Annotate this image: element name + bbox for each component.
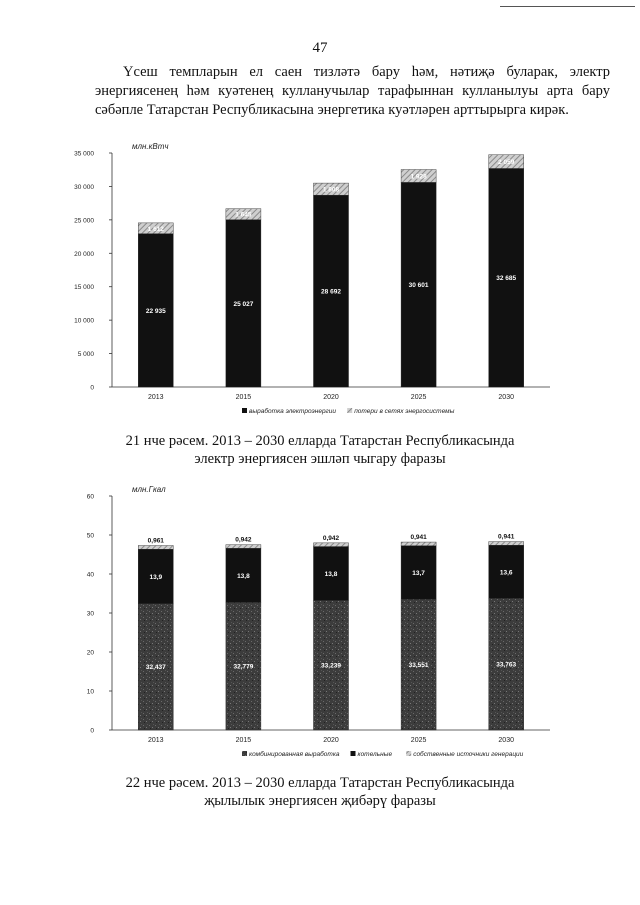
legend-swatch xyxy=(347,408,352,413)
data-label: 0,942 xyxy=(235,536,252,544)
y-tick-label: 10 000 xyxy=(74,317,94,325)
x-tick-label: 2020 xyxy=(323,394,339,401)
heat-chart xyxy=(70,478,570,763)
top-rule xyxy=(500,6,635,7)
figure-22-caption-line2: җылылык энергиясен җибәрү фаразы xyxy=(204,793,436,809)
figure-21-caption-line1: 21 нче рәсем. 2013 – 2030 елларда Татарстан Республикасында xyxy=(125,433,515,449)
data-label: 0,961 xyxy=(147,537,164,545)
x-tick-label: 2025 xyxy=(410,394,427,401)
heat-chart-svg xyxy=(70,478,570,763)
bar-segment-2 xyxy=(489,542,524,546)
data-label: 13,6 xyxy=(499,569,513,577)
bar-segment-2 xyxy=(401,542,436,546)
y-tick-label: 5 000 xyxy=(77,351,94,359)
y-tick-label: 20 000 xyxy=(74,250,94,258)
body-paragraph: Үсеш темпларын ел саен тизләтә бару һәм, нәтиҗә буларак, электр энергиясенең һәм куәтенең кулланучылар тарафыннан кулланылуы арта бару сәбәпле Татарстан Республикасына энергетика куәтләрен арттырырга кирәк. xyxy=(95,64,610,118)
data-label: 1 612 xyxy=(147,225,164,233)
y-tick-label: 35 000 xyxy=(74,150,94,158)
data-label: 13,7 xyxy=(412,569,425,577)
electricity-chart-svg xyxy=(70,135,570,420)
figure-21-caption xyxy=(0,432,640,468)
legend-swatch xyxy=(351,751,356,756)
figure-22-caption xyxy=(0,774,640,810)
data-label: 0,941 xyxy=(498,533,515,541)
legend-swatch xyxy=(242,408,247,413)
data-label: 2 059 xyxy=(498,159,515,167)
data-label: 30 601 xyxy=(408,282,429,290)
unit-label: млн.Гкал xyxy=(132,485,166,494)
bar-segment-2 xyxy=(313,543,348,547)
data-label: 33,763 xyxy=(496,661,517,669)
electricity-chart xyxy=(70,135,570,420)
y-tick-label: 30 xyxy=(86,610,94,618)
x-tick-label: 2030 xyxy=(498,394,514,401)
data-label: 33,239 xyxy=(321,662,341,670)
x-tick-label: 2020 xyxy=(323,737,339,744)
x-tick-label: 2015 xyxy=(235,737,252,744)
bar-segment-2 xyxy=(226,545,261,549)
data-label: 13,9 xyxy=(149,573,163,581)
y-tick-label: 40 xyxy=(86,571,94,579)
legend-label: выработка электроэнергии xyxy=(249,408,336,415)
x-tick-label: 2013 xyxy=(148,737,164,744)
data-label: 25 027 xyxy=(233,300,254,308)
bar-segment-2 xyxy=(138,546,173,550)
page-number: 47 xyxy=(312,40,328,56)
y-tick-label: 20 xyxy=(86,649,94,657)
data-label: 1 808 xyxy=(322,186,340,194)
data-label: 1 645 xyxy=(235,211,252,219)
legend-swatch xyxy=(406,751,411,756)
data-label: 1 928 xyxy=(410,173,427,181)
data-label: 0,942 xyxy=(322,534,340,542)
y-tick-label: 60 xyxy=(86,493,94,501)
data-label: 32,437 xyxy=(145,664,166,672)
data-label: 22 935 xyxy=(145,307,166,315)
y-tick-label: 25 000 xyxy=(74,217,94,225)
figure-21-caption-line2: электр энергиясен эшләп чыгару фаразы xyxy=(194,451,446,467)
data-label: 13,8 xyxy=(237,572,250,580)
x-tick-label: 2025 xyxy=(410,737,427,744)
x-tick-label: 2013 xyxy=(148,394,164,401)
y-tick-label: 0 xyxy=(90,384,94,392)
x-tick-label: 2030 xyxy=(498,737,514,744)
y-tick-label: 50 xyxy=(86,532,94,540)
legend-label: собственные источники генерации xyxy=(413,751,524,758)
y-tick-label: 0 xyxy=(90,727,94,735)
data-label: 33,551 xyxy=(408,662,429,670)
legend-swatch xyxy=(242,751,247,756)
data-label: 28 692 xyxy=(321,288,341,296)
legend-label: потери в сетях энергосистемы xyxy=(354,408,455,415)
y-tick-label: 30 000 xyxy=(74,183,94,191)
data-label: 32 685 xyxy=(496,275,517,283)
data-label: 32,779 xyxy=(233,663,254,671)
data-label: 13,8 xyxy=(324,570,338,578)
figure-22-caption-line1: 22 нче рәсем. 2013 – 2030 елларда Татарстан Республикасында xyxy=(125,775,515,791)
legend-label: котельные xyxy=(357,751,393,758)
x-tick-label: 2015 xyxy=(235,394,252,401)
y-tick-label: 10 xyxy=(86,688,94,696)
unit-label: млн.кВтч xyxy=(132,142,169,151)
y-tick-label: 15 000 xyxy=(74,284,94,292)
data-label: 0,941 xyxy=(410,534,427,542)
legend-label: комбинированная выработка xyxy=(249,751,340,758)
